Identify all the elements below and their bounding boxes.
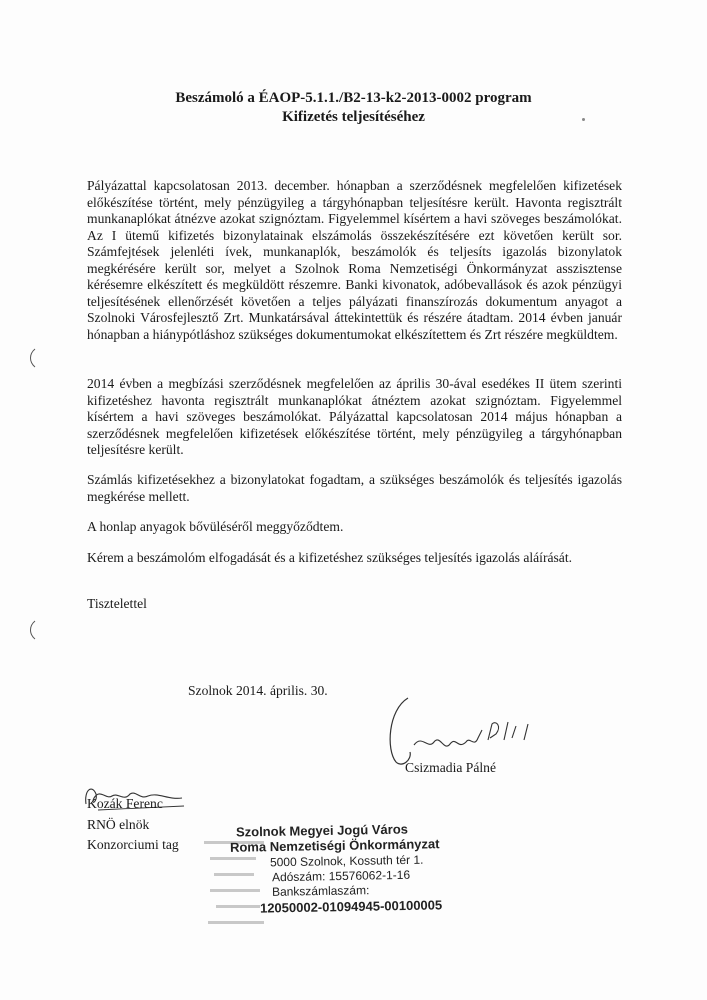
paragraph-1: Pályázattal kapcsolatosan 2013. december. hónapban a szerződésnek megfelelően kifizetések előkészítése történt, mely pénzügyileg a tárgyhónapban teljesítésre került. Havonta regisztrált munkanaplókat átnézve azokat szignóztam. Figyelemmel kísértem a havi szöveges beszámolókat. Az I ütemű kifizetés bizonylatainak elszámolás összekészítésére ezt követően került sor. Számfejtések jelenléti ívek, munkanaplók, beszámolók és teljesíts igazolás bizonylatok megkérésére került sor, melyet a Szolnok Roma Nemzetiségi Önkormányzat asszisztense kérésemre elkészített és megküldött részemre. Banki kivonatok, adóbevallások és azok pénzügyi teljesítésének ellenőrzését követően a teljes pályázati finanszírozás dokumentum anyagot a Szolnoki Városfejlesztő Zrt. Munkatársával áttekintettük és részére átadtam. 2014 évben január hónapban a hiánypótláshoz szükséges dokumentumokat elkészítettem és Zrt részére megküldtem. (87, 178, 622, 342)
paragraph-5: Kérem a beszámolóm elfogadását és a kifizetéshez szükséges teljesítés igazolás aláírását. (87, 550, 573, 565)
rno-role-consortium: Konzorciumi tag (87, 837, 179, 852)
margin-mark (27, 348, 37, 368)
document-subtitle: Kifizetés teljesítéséhez (282, 109, 425, 125)
stamp-line-5: Bankszámlaszám: (271, 883, 370, 899)
document-title: Beszámoló a ÉAOP-5.1.1./B2-13-k2-2013-0002 program (175, 90, 532, 106)
paragraph-3: Számlás kifizetésekhez a bizonylatokat fogadtam, a szükséges beszámolók és teljesítés igazolás megkérése mellett. (87, 472, 622, 504)
scan-speck (582, 118, 585, 121)
closing-greeting: Tisztelettel (87, 596, 147, 611)
margin-mark (27, 620, 37, 640)
stamp-line-4: Adószám: 15576062-1-16 (271, 867, 411, 885)
stamp-line-6: 12050002-01094945-00100005 (259, 897, 443, 916)
rno-name: Kozák Ferenc (87, 796, 163, 811)
paragraph-4: A honlap anyagok bővüléséről meggyőződtem. (87, 519, 344, 534)
signer-name: Csizmadia Pálné (405, 760, 496, 775)
official-stamp (200, 823, 450, 938)
stamp-line-3: 5000 Szolnok, Kossuth tér 1. (269, 852, 424, 870)
stamp-line-2: Roma Nemzetiségi Önkormányzat (229, 836, 440, 855)
place-and-date: Szolnok 2014. április. 30. (188, 683, 328, 698)
paragraph-2: 2014 évben a megbízási szerződésnek megfelelően az április 30-ával esedékes II ütem szerinti kifizetéshez havonta regisztrált munkanaplókat átnéztem azokat szignóztam. Figyelemmel kísértem a havi szöveges beszámolókat. Pályázattal kapcsolatosan 2014 május hónapban a szerződésnek megfelelően kifizetések előkészítése történt, mely pénzügyileg a tárgyhónapban teljesítésre került. (87, 376, 622, 457)
rno-role-president: RNÖ elnök (87, 817, 150, 832)
signature-csizmadia (378, 690, 548, 770)
stamp-line-1: Szolnok Megyei Jogú Város (235, 821, 409, 840)
